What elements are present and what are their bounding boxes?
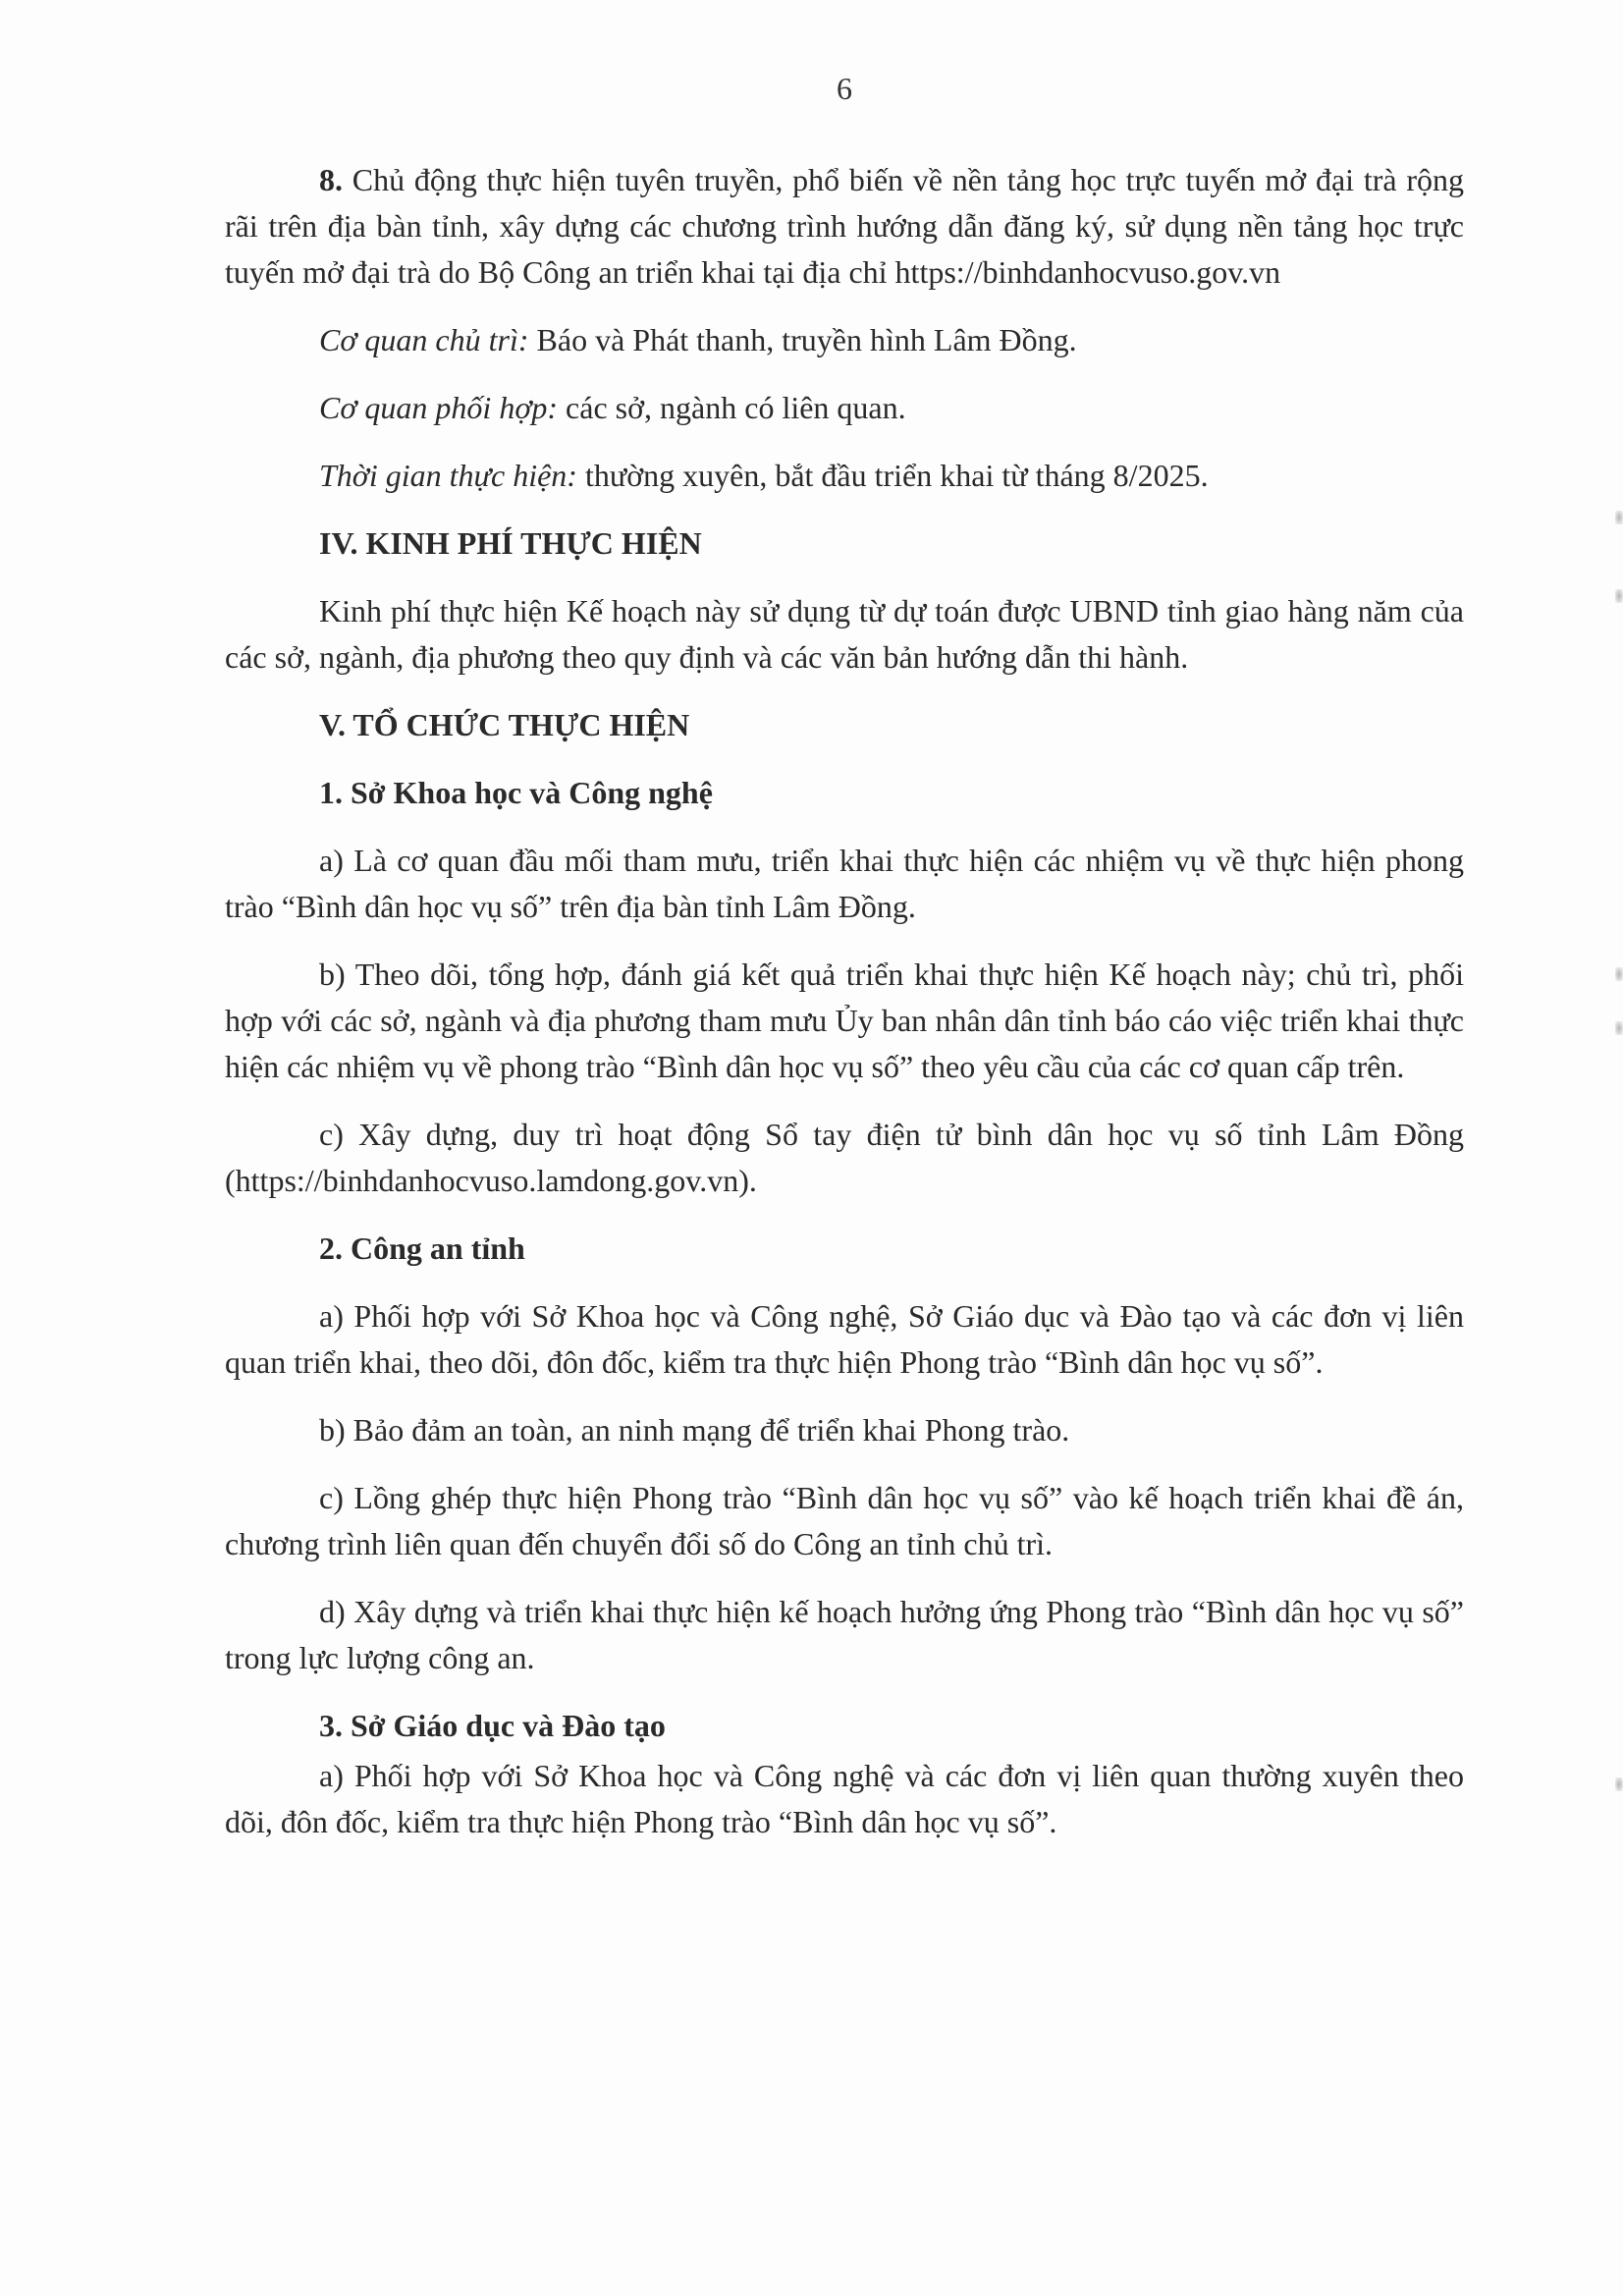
timeline-label: Thời gian thực hiện:	[319, 458, 577, 493]
subsection-2-item-a: a) Phối hợp với Sở Khoa học và Công nghệ, Sở Giáo dục và Đào tạo và các đơn vị liên quan triển khai, theo dõi, đôn đốc, kiểm tra thực hiện Phong trào “Bình dân học vụ số”.	[225, 1298, 1464, 1380]
lead-agency-value: Báo và Phát thanh, truyền hình Lâm Đồng.	[528, 322, 1077, 357]
section-4-heading: IV. KINH PHÍ THỰC HIỆN	[319, 525, 702, 561]
scan-edge-mark	[1615, 511, 1623, 524]
section-5-heading: V. TỔ CHỨC THỰC HIỆN	[319, 707, 690, 742]
subsection-2-item-b: b) Bảo đảm an toàn, an ninh mạng để triển khai Phong trào.	[319, 1412, 1070, 1448]
subsection-3-heading: 3. Sở Giáo dục và Đào tạo	[319, 1708, 666, 1743]
subsection-1-heading: 1. Sở Khoa học và Công nghệ	[319, 775, 713, 810]
subsection-1-item-b: b) Theo dõi, tổng hợp, đánh giá kết quả triển khai thực hiện Kế hoạch này; chủ trì, phối hợp với các sở, ngành và địa phương tham mưu Ủy ban nhân dân tỉnh báo cáo việc triển khai thực hiện các nhiệm vụ về phong trào “Bình dân học vụ số” theo yêu cầu của các cơ quan cấp trên.	[225, 957, 1464, 1084]
timeline-line	[225, 453, 1464, 499]
subsection-2-item-c: c) Lồng ghép thực hiện Phong trào “Bình dân học vụ số” vào kế hoạch triển khai đề án, chương trình liên quan đến chuyển đổi số do Công an tỉnh chủ trì.	[225, 1480, 1464, 1561]
coop-agency-value: các sở, ngành có liên quan.	[558, 390, 906, 425]
coop-agency-line	[225, 385, 1464, 431]
subsection-3-item-a: a) Phối hợp với Sở Khoa học và Công nghệ và các đơn vị liên quan thường xuyên theo dõi, đôn đốc, kiểm tra thực hiện Phong trào “Bình dân học vụ số”.	[225, 1758, 1464, 1839]
item-8-paragraph	[225, 157, 1464, 296]
lead-agency-label: Cơ quan chủ trì:	[319, 322, 529, 357]
subsection-1-item-c: c) Xây dựng, duy trì hoạt động Sổ tay điện tử bình dân học vụ số tỉnh Lâm Đồng (https://binhdanhocvuso.lamdong.gov.vn).	[225, 1117, 1464, 1198]
timeline-value: thường xuyên, bắt đầu triển khai từ tháng 8/2025.	[576, 458, 1209, 493]
scan-edge-mark	[1615, 967, 1623, 981]
scan-edge-mark	[1615, 1777, 1623, 1791]
scan-edge-mark	[1615, 1021, 1623, 1035]
page-number: 6	[837, 71, 852, 106]
item-8-text: Chủ động thực hiện tuyên truyền, phổ biến về nền tảng học trực tuyến mở đại trà rộng rãi trên địa bàn tỉnh, xây dựng các chương trình hướng dẫn đăng ký, sử dụng nền tảng học trực tuyến mở đại trà do Bộ Công an triển khai tại địa chỉ https://binhdanhocvuso.gov.vn	[225, 162, 1464, 290]
coop-agency-label: Cơ quan phối hợp:	[319, 390, 559, 425]
subsection-2-heading: 2. Công an tỉnh	[319, 1230, 525, 1266]
subsection-2-item-d: d) Xây dựng và triển khai thực hiện kế hoạch hưởng ứng Phong trào “Bình dân học vụ số” trong lực lượng công an.	[225, 1594, 1464, 1675]
lead-agency-line	[225, 317, 1464, 363]
scan-edge-mark	[1615, 589, 1623, 603]
document-body	[225, 157, 1464, 1867]
subsection-1-item-a: a) Là cơ quan đầu mối tham mưu, triển khai thực hiện các nhiệm vụ về thực hiện phong trào “Bình dân học vụ số” trên địa bàn tỉnh Lâm Đồng.	[225, 843, 1464, 924]
section-4-paragraph: Kinh phí thực hiện Kế hoạch này sử dụng từ dự toán được UBND tỉnh giao hàng năm của các sở, ngành, địa phương theo quy định và các văn bản hướng dẫn thi hành.	[225, 593, 1464, 675]
item-8-number: 8.	[319, 162, 343, 197]
